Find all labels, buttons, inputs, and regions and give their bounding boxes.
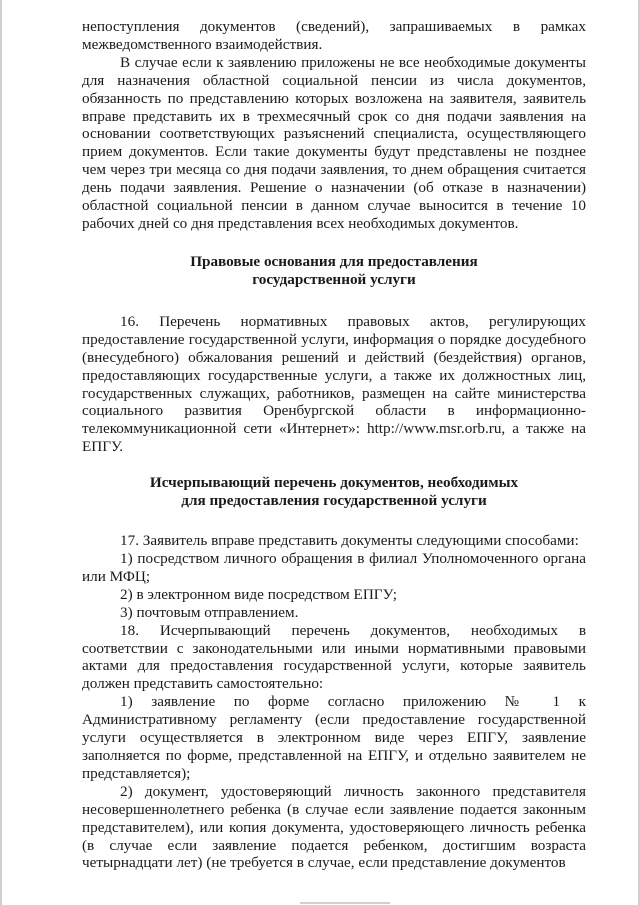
paragraph: В случае если к заявлению приложены не все необходимые документы для назначения областной социальной пенсии из числа документов, обязанность по представлению которых возложена на заявителя, заявитель вправе представить их в трехмесячный срок со дня подачи заявления на основании соответствующих разъяснений специалиста, осуществляющего прием документов. Если такие документы будут представлены не позднее чем через три месяца со дня подачи заявления, то днем обращения считается день подачи заявления. Решение о назначении (об отказе в назначении) областной социальной пенсии в данном случае выносится в течение 10 рабочих дней со дня представления всех необходимых документов. [82, 53, 586, 232]
paragraph: 2) в электронном виде посредством ЕПГУ; [120, 585, 397, 603]
section-heading-line: Правовые основания для предоставления [190, 252, 478, 270]
section-heading-line: государственной услуги [252, 270, 416, 288]
paragraph: 17. Заявитель вправе представить документы следующими способами: [120, 532, 579, 550]
scan-artifact [300, 902, 390, 904]
paragraph: 1) посредством личного обращения в филиал Уполномоченного органа или МФЦ; [82, 550, 586, 585]
paragraph: 3) почтовым отправлением. [120, 603, 299, 621]
section-heading-line: для предоставления государственной услуги [181, 492, 487, 510]
section-heading-line: Исчерпывающий перечень документов, необходимых [149, 474, 519, 492]
paragraph: 1) заявление по форме согласно приложению № 1 к Административному регламенту (если предоставление государственной услуги осуществляется в электронном виде через ЕПГУ, заявление заполняется по форме, представленной на ЕПГУ, и отдельно заявителем не представляется); [82, 693, 586, 782]
paragraph: непоступления документов (сведений), запрашиваемых в рамках межведомственного взаимодействия. [82, 18, 586, 53]
paragraph: 16. Перечень нормативных правовых актов, регулирующих предоставление государственной услуги, информация о порядке досудебного (внесудебного) обжалования решений и действий (бездействия) органов, предоставляющих государственные услуги, а также их должностных лиц, государственных служащих, работников, размещен на сайте министерства социального развития Оренбургской области в информационно-телекоммуникационной сети «Интернет»: http://www.msr.orb.ru, а также на ЕПГУ. [82, 312, 586, 456]
section-heading [82, 474, 586, 510]
document-page [82, 18, 586, 872]
paragraph: 2) документ, удостоверяющий личность законного представителя несовершеннолетнего ребенка (в случае если заявление подается законным представителем), или копия документа, удостоверяющего личность ребенка (в случае если заявление подается ребенком, достигшим возраста четырнадцати лет) (не требуется в случае, если представление документов [82, 782, 586, 872]
section-heading [82, 253, 586, 289]
scan-artifact [0, 0, 2, 905]
paragraph: 18. Исчерпывающий перечень документов, необходимых в соответствии с законодательными или иными нормативными правовыми актами для предоставления государственной услуги, которые заявитель должен представить самостоятельно: [82, 621, 586, 693]
